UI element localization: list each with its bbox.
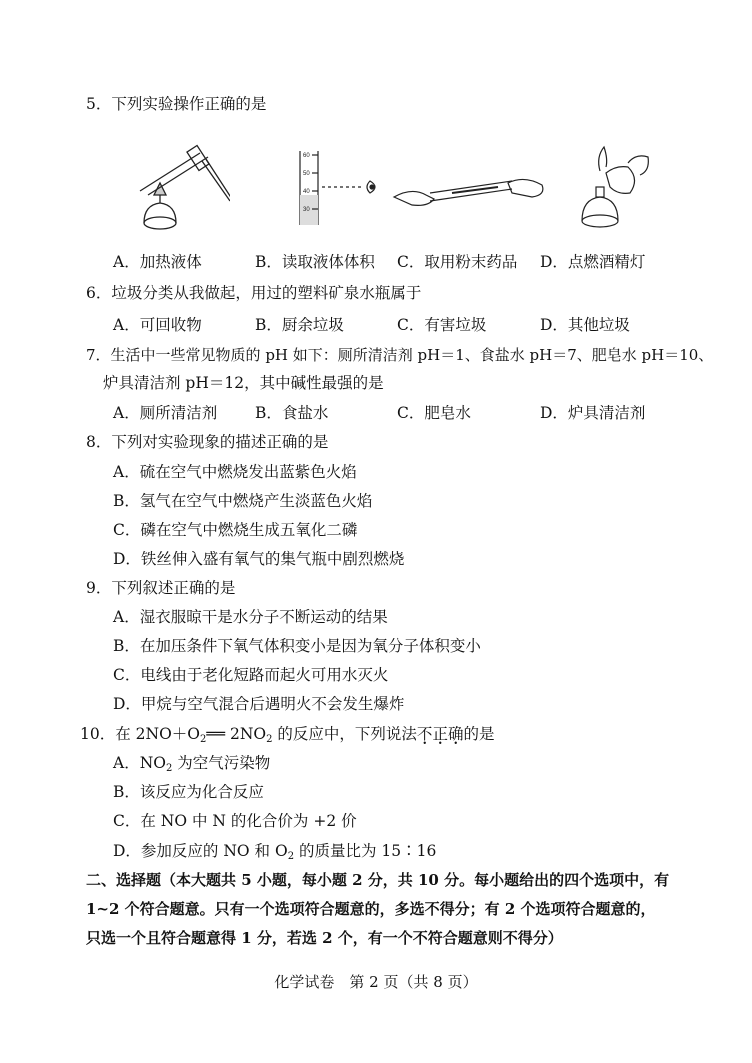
q7-option-d: D．炉具清洁剂 bbox=[540, 404, 646, 422]
heating-liquid-illustration bbox=[130, 143, 230, 231]
q10-stem bbox=[80, 724, 494, 750]
q10-stem-post: 的反应中，下列说法 bbox=[272, 725, 417, 743]
cylinder-tick-50: 50 bbox=[303, 171, 310, 177]
q8-option-b: B．氢气在空气中燃烧产生淡蓝色火焰 bbox=[113, 492, 373, 510]
section2-heading-line1: 二、选择题（本大题共 5 小题，每小题 2 分，共 10 分。每小题给出的四个选项中，有 bbox=[86, 871, 670, 889]
q7-stem-line1: 7．生活中一些常见物质的 pH 如下：厕所清洁剂 pH＝1、食盐水 pH＝7、肥皂水 pH＝10、 bbox=[86, 346, 714, 364]
q10-emphasis-zheng: 正 bbox=[432, 725, 448, 743]
cylinder-tick-40: 40 bbox=[303, 189, 310, 195]
q8-option-a: A．硫在空气中燃烧发出蓝紫色火焰 bbox=[113, 463, 357, 481]
q10-emphasis-bu: 不 bbox=[416, 725, 433, 743]
q5-option-b: B．读取液体体积 bbox=[255, 253, 375, 271]
q9-stem: 9．下列叙述正确的是 bbox=[86, 579, 236, 597]
q10-stem-sub1: 2 bbox=[200, 734, 207, 745]
q10-option-b: B．该反应为化合反应 bbox=[113, 783, 264, 801]
q10-stem-mid: ══ 2NO bbox=[206, 725, 267, 743]
q9-option-c: C．电线由于老化短路而起火可用水灭火 bbox=[113, 666, 389, 684]
q5-figures bbox=[130, 143, 670, 233]
q10-stem-pre: 10．在 2NO＋O bbox=[80, 725, 200, 743]
q10-stem-end: 的是 bbox=[463, 725, 495, 743]
q10-option-d-sub: 2 bbox=[287, 851, 295, 862]
q7-option-b: B．食盐水 bbox=[255, 404, 329, 422]
q7-option-c: C．肥皂水 bbox=[397, 404, 471, 422]
q6-stem: 6．垃圾分类从我做起，用过的塑料矿泉水瓶属于 bbox=[86, 284, 422, 302]
q10-option-a bbox=[113, 753, 270, 779]
q10-option-a-sub: 2 bbox=[165, 763, 173, 774]
q5-stem: 5．下列实验操作正确的是 bbox=[86, 95, 267, 113]
q7-stem-line2: 炉具清洁剂 pH＝12，其中碱性最强的是 bbox=[103, 374, 384, 392]
graduated-cylinder-illustration bbox=[290, 143, 400, 231]
q10-option-a-post: 为空气污染物 bbox=[172, 754, 271, 772]
q6-option-a: A．可回收物 bbox=[113, 316, 202, 334]
q9-option-b: B．在加压条件下氧气体积变小是因为氧分子体积变小 bbox=[113, 637, 481, 655]
q5-option-a: A．加热液体 bbox=[113, 253, 202, 271]
cylinder-tick-60: 60 bbox=[303, 153, 310, 159]
q10-emphasis-que: 确 bbox=[447, 725, 464, 743]
q10-option-a-pre: A．NO bbox=[113, 754, 166, 772]
q10-option-c: C．在 NO 中 N 的化合价为 +2 价 bbox=[113, 812, 357, 830]
q8-stem: 8．下列对实验现象的描述正确的是 bbox=[86, 433, 329, 451]
cylinder-tick-30: 30 bbox=[303, 207, 310, 213]
q5-option-d: D．点燃酒精灯 bbox=[540, 253, 646, 271]
q9-option-d: D．甲烷与空气混合后遇明火不会发生爆炸 bbox=[113, 695, 405, 713]
q6-option-d: D．其他垃圾 bbox=[540, 316, 630, 334]
q10-option-d bbox=[113, 841, 436, 867]
alcohol-lamp-illustration bbox=[570, 143, 670, 231]
q10-option-d-pre: D．参加反应的 NO 和 O bbox=[113, 842, 288, 860]
q10-option-d-post: 的质量比为 15∶16 bbox=[294, 842, 437, 860]
q10-stem-sub2: 2 bbox=[266, 734, 273, 745]
q7-option-a: A．厕所清洁剂 bbox=[113, 404, 218, 422]
q6-option-c: C．有害垃圾 bbox=[397, 316, 487, 334]
q8-option-c: C．磷在空气中燃烧生成五氧化二磷 bbox=[113, 521, 358, 539]
page-footer: 化学试卷 第 2 页（共 8 页） bbox=[274, 973, 478, 991]
section2-heading-line3: 只选一个且符合题意得 1 分，若选 2 个，有一个不符合题意则不得分） bbox=[86, 929, 563, 947]
section2-heading-line2: 1~2 个符合题意。只有一个选项符合题意的，多选不得分；有 2 个选项符合题意的， bbox=[86, 900, 656, 918]
q6-option-b: B．厨余垃圾 bbox=[255, 316, 344, 334]
q5-option-c: C．取用粉末药品 bbox=[397, 253, 518, 271]
powder-sampling-illustration bbox=[392, 143, 552, 231]
q8-option-d: D．铁丝伸入盛有氧气的集气瓶中剧烈燃烧 bbox=[113, 550, 405, 568]
q9-option-a: A．湿衣服晾干是水分子不断运动的结果 bbox=[113, 608, 388, 626]
